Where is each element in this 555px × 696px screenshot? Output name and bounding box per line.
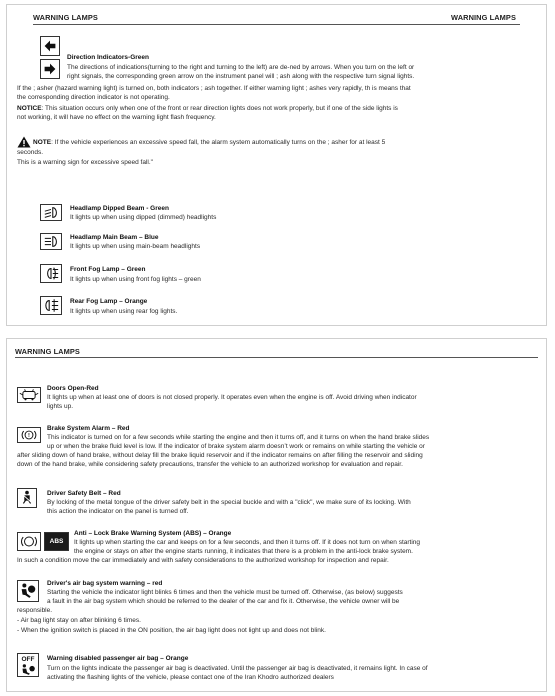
abs-badge xyxy=(44,532,69,551)
notice-text-line: not working, it will have no effect on the warning light flash frequency. xyxy=(17,114,216,121)
page-header-right: WARNING LAMPS xyxy=(451,13,516,22)
notice-label: NOTICE xyxy=(17,105,42,112)
note-text-line: This is a warning sign for excessive speed fall." xyxy=(17,159,153,166)
item-text-line: - When the ignition switch is placed in the ON position, the air bag light does not light up and does not blink. xyxy=(17,627,326,634)
airbag-icon xyxy=(17,580,39,602)
svg-text:!: ! xyxy=(28,433,30,440)
door-open-icon xyxy=(17,387,41,403)
off-label: OFF xyxy=(21,656,35,663)
item-title: Brake System Alarm – Red xyxy=(47,425,130,432)
front-fog-lamp-icon xyxy=(40,264,62,283)
brake-system-icon xyxy=(17,427,41,443)
manual-page-bottom xyxy=(6,338,547,692)
headlamp-main-beam-icon xyxy=(40,233,62,250)
seat-belt-icon xyxy=(17,488,37,508)
item-text-line: It lights up when starting the car and keeps on for a few seconds, and then it turns off. If it does not turn on when starting xyxy=(74,539,421,546)
note-line xyxy=(33,138,385,147)
direction-text-line: If the ; asher (hazard warning light) is turned on, both indicators ; ash together. If either warning light ; ashes very rapidly, th is means that xyxy=(17,85,411,92)
item-title: Doors Open-Red xyxy=(47,385,99,392)
item-title: Anti – Lock Brake Warning System (ABS) – Orange xyxy=(74,530,232,537)
page-header: WARNING LAMPS xyxy=(15,347,80,356)
header-rule xyxy=(15,357,538,358)
item-title: Driver's air bag system warning – red xyxy=(47,580,163,587)
item-text-line: Turn on the lights indicate the passenger air bag is deactivated. Until the passenger air bag is deactivated, it remains light. In case of xyxy=(47,665,428,672)
direction-indicators-title: Direction Indicators-Green xyxy=(67,54,149,61)
note-label: NOTE xyxy=(33,139,52,146)
notice-line xyxy=(17,104,398,113)
lamp-desc: It lights up when using front fog lights – green xyxy=(70,276,201,283)
item-text-line: - Air bag light stay on after blinking 6 times. xyxy=(17,617,141,624)
item-title: Warning disabled passenger air bag – Orange xyxy=(47,655,189,662)
abs-icon xyxy=(17,532,69,551)
note-text-line: seconds. xyxy=(17,149,44,156)
notice-text: : This situation occurs only when one of the front or rear direction lights does not work properly, but if one of the side lights is xyxy=(41,105,398,112)
item-text-line: responsible. xyxy=(17,607,53,614)
item-text-line: Starting the vehicle the indicator light blinks 6 times and then the vehicle must be turned off. Otherwise, (as below) suggests xyxy=(47,589,403,596)
warning-triangle-icon xyxy=(17,136,31,148)
item-text-line: In such a condition move the car immediately and with safety considerations to the authorized workshop for inspection and repair. xyxy=(17,557,389,564)
lamp-desc: It lights up when using rear fog lights. xyxy=(70,308,178,315)
item-title: Driver Safety Belt – Red xyxy=(47,490,121,497)
brake-warning-icon xyxy=(17,532,41,551)
left-arrow-icon xyxy=(40,36,60,56)
header-rule xyxy=(33,24,520,25)
lamp-title: Headlamp Dipped Beam - Green xyxy=(70,205,169,212)
abs-label: ABS xyxy=(49,538,64,545)
item-text-line: lights up. xyxy=(47,403,74,410)
item-text-line: a fault in the air bag system which should be referred to the dealer of the car and fix it. Otherwise, the vehicle owner will be xyxy=(47,598,400,605)
direction-text-line: the corresponding direction indicator is not operating. xyxy=(17,94,170,101)
page-header-left: WARNING LAMPS xyxy=(33,13,98,22)
right-arrow-icon xyxy=(40,59,60,79)
item-text-line: activating the flashing lights of the vehicle, please contact one of the Iran Khodro authorized dealers xyxy=(47,674,334,681)
direction-text-line: The directions of indications(turning to the right and turning to the left) are de‑ned by arrows. When you turn on the left or xyxy=(67,64,415,71)
manual-page-top xyxy=(6,4,547,326)
item-text-line: down of the hand brake, while considering safety precautions, transfer the vehicle to an authorized workshop for evaluation and repair. xyxy=(17,461,403,468)
lamp-title: Front Fog Lamp – Green xyxy=(70,266,146,273)
item-text-line: By locking of the metal tongue of the driver safety belt in the special buckle and with a "click", we make sure of its locking. With xyxy=(47,499,411,506)
lamp-title: Rear Fog Lamp – Orange xyxy=(70,298,148,305)
item-text-line: this action the indicator on the panel is turned off. xyxy=(47,508,189,515)
item-text-line: after sliding down of hand brake, without delay fill the brake liquid reservoir and if the indicator remains on after filling the reservoir and sliding xyxy=(17,452,423,459)
item-text-line: This indicator is turned on for a few seconds while starting the engine and then it turns off, and it turns on when the hand brake slides xyxy=(47,434,430,441)
item-text-line: It lights up when at least one of doors is not closed properly. It operates even when the engine is off. Avoid driving when indicator xyxy=(47,394,417,401)
lamp-desc: It lights up when using main-beam headlights xyxy=(70,243,201,250)
note-text: : If the vehicle experiences an excessive speed fall, the alarm system automatically turns on the ; asher for at least 5 xyxy=(51,139,386,146)
lamp-desc: It lights up when using dipped (dimmed) headlights xyxy=(70,214,217,221)
rear-fog-lamp-icon xyxy=(40,296,62,315)
item-text-line: the engine or stays on after the engine starts running, it indicates that there is a problem in the anti-lock brake system. xyxy=(74,548,413,555)
headlamp-dipped-icon xyxy=(40,204,62,221)
item-text-line: up or when the brake fluid level is low. If the indicator of brake system alarm doesn’t work or remains on while starting the vehicle or xyxy=(47,443,425,450)
direction-text-line: right signals, the corresponding green arrow on the instrument panel will ; ash along with the respective turn signal lights. xyxy=(67,73,415,80)
passenger-airbag-off-icon xyxy=(17,653,39,677)
lamp-title: Headlamp Main Beam – Blue xyxy=(70,234,159,241)
